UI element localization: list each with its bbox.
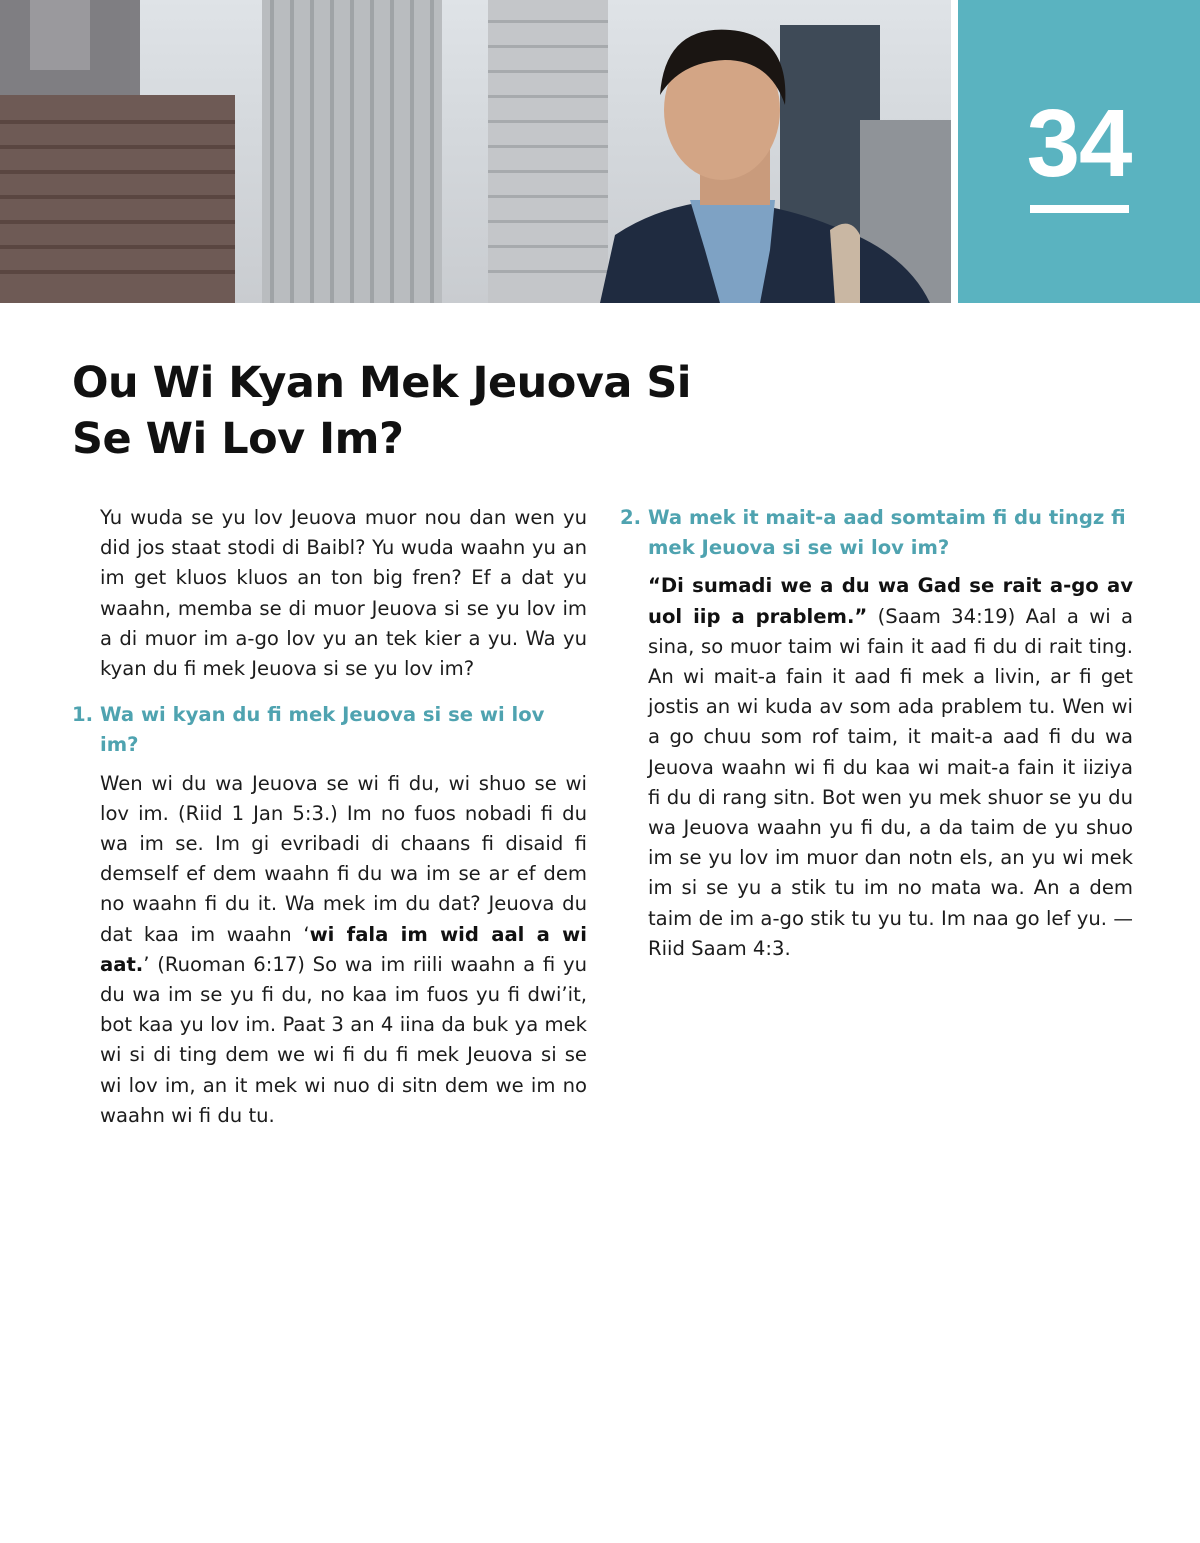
section-1-answer — [72, 769, 587, 1131]
section-2-answer-bold: “Di sumadi we a du wa Gad se rait a-go av uol iip a prablem.” — [648, 574, 1133, 628]
city-skyline-illustration — [0, 0, 951, 303]
lesson-badge — [958, 0, 1200, 303]
section-2-answer-part-1: (Saam 34:19) Aal a wi a sina, so muor taim wi fain it aad fi du di rait ting. An wi mait-a fain it aad fi mek a livin, ar fi get jostis an wi kuda av som ada prablem tu. Wen wi a go chuu som rof taim, it mait-a aad fi du wa Jeuova waahn wi fi du kaa wi mait-a fain it iiziya fi du di rang sitn. Bot wen yu mek shuor se yu du wa Jeuova waahn yu fi du, a da taim de yu shuo im se yu lov im muor dan notn els, an yu wi mek im si se yu a stik tu im no mata wa. An a dem taim de im a-go stik tu yu tu. Im naa go lef yu. —Riid Saam 4:3. — [648, 604, 1134, 960]
left-column — [72, 503, 587, 1131]
intro-paragraph: Yu wuda se yu lov Jeuova muor nou dan wen yu did jos staat stodi di Baibl? Yu wuda waahn yu an im get kluos kluos an ton big fren? Ef a dat yu waahn, memba se di muor Jeuova si se yu lov im a di muor im a-go lov yu an tek kier a yu. Wa yu kyan du fi mek Jeuova si se yu lov im? — [100, 506, 587, 681]
lesson-number-underline — [1030, 205, 1129, 213]
section-2-question-text: Wa mek it mait-a aad somtaim fi du tingz fi mek Jeuova si se wi lov im? — [648, 506, 1126, 560]
section-1-question-text: Wa wi kyan du fi mek Jeuova si se wi lov im? — [100, 703, 545, 757]
hero-photo — [0, 0, 951, 303]
section-1-answer-bold: wi fala im wid aal a wi aat. — [100, 922, 587, 976]
section-2-question — [620, 503, 1133, 563]
title-line-2: Se Wi Lov Im? — [72, 414, 404, 464]
right-column — [620, 503, 1133, 964]
section-1-question — [72, 700, 587, 760]
section-2-number: 2. — [620, 506, 642, 529]
title-line-1: Ou Wi Kyan Mek Jeuova Si — [72, 358, 692, 408]
section-1-answer-part-1: Wen wi du wa Jeuova se wi fi du, wi shuo se wi lov im. (Riid 1 Jan 5:3.) Im no fuos nobadi fi du wa im se. Im gi evribadi di chaans fi disaid fi demself ef dem waahn fi du wa im se ar ef dem no waahn fi du it. Wa mek im du dat? Jeuova du dat kaa im waahn ‘ — [100, 771, 587, 946]
section-2-answer — [620, 571, 1133, 964]
section-1-answer-part-2: ’ (Ruoman 6:17) So wa im riili waahn a fi yu du wa im se yu fi du, no kaa im fuos yu fi dwi’it, bot kaa yu lov im. Paat 3 an 4 iina da buk ya mek wi si di ting dem we wi fi du fi mek Jeuova si se wi lov im, an it mek wi nuo di sitn dem we im no waahn wi fi du tu. — [100, 952, 587, 1127]
lesson-number: 34 — [1026, 90, 1132, 197]
section-1-number: 1. — [72, 703, 94, 727]
page-title — [72, 355, 832, 467]
